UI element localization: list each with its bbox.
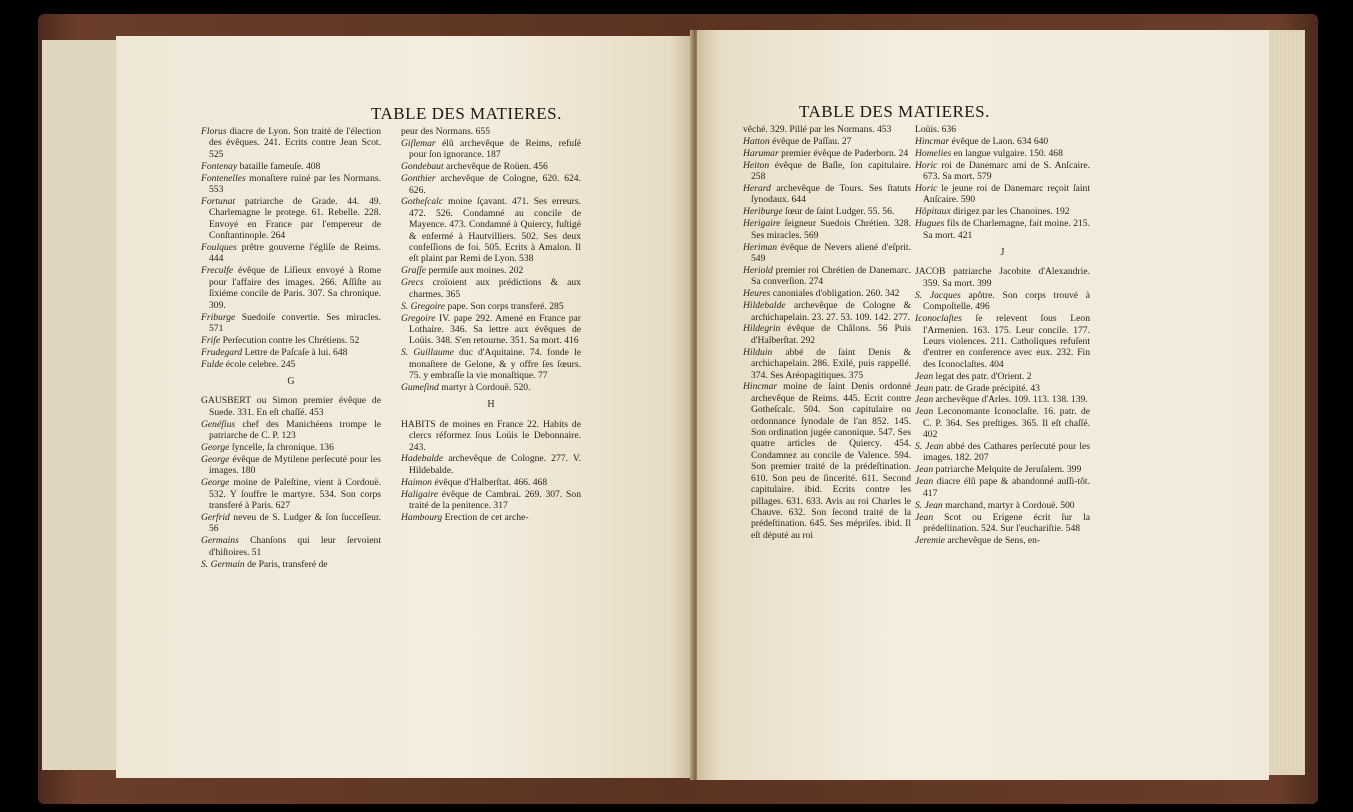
index-entry [201,126,381,160]
index-term: Hugues [915,218,945,230]
index-term: Fontenelles [201,172,246,184]
index-term: S. Guillaume [401,347,454,359]
index-entry [401,161,581,172]
index-text: diacre de Lyon. Son traité de l'élection des évêques. 241. Ecrits contre Jean Scot. 525 [209,126,382,160]
index-text: fils de Charlemagne, fait moine. 215. Sa mort. 421 [923,218,1090,241]
index-entry [743,300,911,323]
index-term: S. Germain [201,558,245,570]
index-term: Genéſius [201,418,236,430]
left-column-1 [201,126,381,571]
index-term: Gumeſind [401,381,439,393]
index-entry [915,313,1090,370]
left-page-header: TABLE DES MATIERES. [371,104,562,123]
index-term: Iconoclaſtes [915,313,962,325]
index-term: Jean [915,370,934,382]
index-entry [401,382,581,393]
index-entry [401,489,581,512]
right-page [697,30,1269,780]
right-page-header: TABLE DES MATIERES. [799,102,990,121]
section-letter-j: J [1000,247,1005,259]
index-entry [915,160,1090,183]
index-text: roi de Danemarc ami de S. Anſcaire. 673. Sa mort. 579 [923,159,1090,183]
index-entry [743,242,911,265]
index-entry [201,477,381,511]
index-term: George [201,453,230,465]
index-entry [201,559,381,570]
left-page-edges [42,40,122,770]
right-column-1 [743,124,911,542]
index-entry [915,290,1090,313]
index-term: S. Jean [915,441,944,453]
index-entry [915,124,1090,135]
index-term: Gonthier [401,173,436,185]
index-term: Fortunat [201,195,236,207]
index-entry [915,535,1090,546]
index-text: évêque de Laon. 634 640 [951,135,1049,147]
index-text: patriarche de Grade. 44. 49. Charlemagne le protege. 61. Rebelle. 228. Envoyé en France par l'empereur de Conſtantinople. 264 [209,195,381,242]
index-entry [201,359,381,370]
index-term: Giſlemar [401,137,436,149]
index-entry [915,136,1090,147]
index-text: premier évêque de Paderborn. 24 [781,147,909,159]
index-term: Hôpitaux [915,206,951,218]
index-text: de Paris, transferé de [247,558,328,570]
index-text: évêque de Mytilene perſecuté pour les images. 180 [209,453,381,477]
index-entry [915,266,1090,289]
index-text: moine de Paleſtine, vient à Cordouë. 532. Y ſouffre le martyre. 534. Son corps transferé à Paris. 627 [209,477,381,512]
index-text: ſœur de ſaint Ludger. 55. 56. [785,206,895,218]
index-entry [201,335,381,346]
index-entry [743,381,911,541]
index-entry [915,394,1090,405]
index-text: GAUSBERT ou Simon premier évêque de Suede. 331. En eſt chaſſé. 453 [201,395,381,418]
index-term: Friſe [201,334,221,346]
index-term: Freculfe [201,265,234,277]
index-text: JACOB patriarche Jacobite d'Alexandrie. 359. Sa mort. 399 [915,266,1090,289]
index-entry [743,160,911,183]
index-entry [743,323,911,346]
section-letter-g: G [287,376,295,388]
index-entry [743,347,911,381]
index-term: Florus [201,126,227,137]
index-term: S. Jacques [915,289,961,301]
index-text: archevêque de Cologne & archichapelain. 23. 27. 53. 109. 142. 277. [751,300,911,323]
index-text: ſyncelle, ſa chronique. 136 [231,442,334,454]
index-entry [915,500,1090,511]
index-term: Frudegard [201,346,243,358]
index-text: canoniales d'obligation. 260. 342 [772,288,900,300]
index-term: Grecs [401,277,424,289]
index-text: élû archevêque de Reims, refuſé pour ſon ignorance. 187 [409,137,581,161]
index-text: ſe relevent ſous Leon l'Armenien. 163. 175. Leur concile. 177. Leurs violences. 211. Catholiques refuſent d'entrer en conference avec eux. 232. Fin des Iconoclaſtes. 404 [923,313,1091,370]
index-entry [401,173,581,196]
index-text: abbé des Cathares perſecuté pour les images. 182. 207 [923,441,1090,464]
index-term: Heriold [743,264,773,276]
right-column-2 [915,124,1090,547]
index-term: Gondebaut [401,161,444,173]
index-term: Jeremie [915,534,946,546]
index-term: Jean [915,476,934,488]
index-entry [743,124,911,135]
index-term: Jean [915,394,934,406]
index-term: Graſſe [401,265,427,277]
index-entry [915,441,1090,464]
index-entry [201,161,381,172]
index-term: Herard [743,183,771,195]
index-text: neveu de S. Ludger & ſon ſucceſſeur. 56 [209,512,382,535]
index-term: George [201,477,230,489]
index-entry [401,301,581,312]
index-text: peur des Normans. 655 [401,126,490,137]
index-text: monaſtere ruiné par les Normans. 553 [209,172,381,196]
index-entry [915,464,1090,475]
index-entry [401,277,581,300]
section-letter-h: H [487,399,495,411]
index-text: premier roi Chrétien de Danemarc. Sa converſion. 274 [751,264,911,288]
index-text: Perſecution contre les Chrétiens. 52 [222,334,360,346]
index-text: duc d'Aquitaine. 74. fonde le monaſtere de Gelone, & y offre ſes ſœurs. 75. y embraſſe la vie monaſtique. 77 [409,347,581,382]
index-text: Erection de cet arche- [444,512,529,523]
index-term: Homelies [915,147,952,159]
index-text: Scot ou Erigene écrit ſur la prédeſtination. 524. Sur l'euchariſtie. 548 [923,511,1090,534]
index-entry [201,265,381,311]
index-entry [401,512,581,523]
index-term: Hilduin [743,346,773,358]
index-text: marchand, martyr à Cordouë. 500 [945,499,1075,511]
index-text: bataille fameuſe. 408 [239,160,321,172]
index-text: legat des patr. d'Orient. 2 [935,370,1032,382]
index-term: Fontenay [201,160,238,172]
index-text: chef des Manichéens trompe le patriarche de C. P. 123 [209,418,381,442]
index-text: évêque de Cambrai. 269. 307. Son traité de la penitence. 317 [409,488,581,512]
index-text: croïoient aux prédictions & aux charmes. 365 [409,277,581,300]
index-entry [201,196,381,242]
index-entry [401,196,581,264]
index-text: vêché. 329. Pillé par les Normans. 453 [743,124,892,135]
index-entry [201,535,381,558]
index-term: Hincmar [915,135,950,147]
index-term: Horic [915,183,938,195]
index-text: archevêque de Cologne. 277. V. Hildebalde. [409,453,581,476]
index-entry [401,477,581,488]
index-text: archevêque de Sens, en- [947,534,1041,546]
index-entry [743,218,911,241]
index-term: Gerfrid [201,512,230,523]
index-term: Gregoire [401,312,436,324]
index-text: Chanſons qui leur ſervoient d'hiſtoires. 51 [209,535,381,558]
index-entry [915,512,1090,535]
index-term: Heriman [743,241,778,253]
index-term: Haligaire [401,488,438,500]
index-entry [401,138,581,161]
index-text: école celebre. 245 [225,358,296,370]
index-text: apôtre. Son corps trouvé à Compoſtelle. 496 [923,289,1090,313]
index-term: S. Gregoire [401,300,446,312]
index-term: Haimon [401,476,432,488]
index-text: patr. de Grade précipité. 43 [935,382,1040,394]
index-entry [743,288,911,299]
index-text: évêque de Nevers aliené d'eſprit. 549 [751,241,911,264]
index-text: IV. pape 292. Amené en France par Lothaire. 346. Sa lettre aux évêques de Loüis. 348. S'en retourne. 351. Sa mort. 416 [409,312,582,347]
index-text: archevêque de Tours. Ses ſtatuts ſynodaux. 644 [751,183,911,206]
index-term: Friburge [201,311,236,323]
index-entry [401,453,581,476]
index-entry [743,206,911,217]
right-page-edges [1265,30,1305,775]
index-text: en langue vulgaire. 150. 468 [953,147,1063,159]
index-entry [915,183,1090,206]
index-term: Jean [915,511,934,523]
index-entry [743,265,911,288]
index-entry [915,406,1090,440]
index-text: HABITS de moines en France 22. Habits de clercs réformez ſous Loüis le Debonnaire. 243. [401,418,581,453]
index-text: permiſe aux moines. 202 [428,265,524,277]
index-text: abbé de ſaint Denis & archichapelain. 286. Exilé, puis rappellé. 374. Ses Aréopagitiques. 375 [751,346,911,381]
index-term: Hadebalde [401,453,444,465]
index-term: Fulde [201,358,224,370]
index-text: archevêque d'Arles. 109. 113. 138. 139. [935,394,1088,406]
index-term: Germains [201,535,239,547]
index-text: prêtre gouverne l'égliſe de Reims. 444 [209,242,381,265]
index-entry [201,312,381,335]
index-text: Suedoiſe convertie. Ses miracles. 571 [209,311,381,334]
index-term: Jean [915,464,934,476]
index-entry [915,476,1090,499]
index-text: le jeune roi de Danemarc reçoit ſaint Anſcaire. 590 [923,183,1090,206]
index-entry [201,395,381,418]
index-entry [401,419,581,453]
index-text: Lettre de Paſcaſe à lui. 648 [244,346,348,358]
index-entry [401,126,581,137]
left-column-2 [401,126,581,524]
index-entry [201,242,381,265]
index-term: Hildegrin [743,323,781,335]
index-entry [915,218,1090,241]
index-entry [915,148,1090,159]
index-entry [401,347,581,381]
index-text: archevêque de Roüen. 456 [446,161,548,173]
index-entry [915,206,1090,217]
index-term: Hatton [743,135,770,147]
index-term: Heriburge [743,206,783,218]
index-term: Hincmar [743,381,778,393]
index-term: Jean [915,382,934,394]
index-entry [915,383,1090,394]
index-term: Gotheſcalc [401,196,444,208]
index-term: S. Jean [915,499,943,511]
index-entry [401,313,581,347]
left-page [116,36,693,778]
index-text: pape. Son corps transferé. 285 [447,300,564,312]
index-entry [401,265,581,276]
index-text: évêque d'Halberſtat. 466. 468 [434,476,548,488]
index-text: Leconomante Iconoclaſte. 16. patr. de C. P. 364. Ses preſtiges. 365. Il eſt chaſſé. 402 [923,406,1090,441]
index-entry [201,454,381,477]
index-term: Harumar [743,147,779,159]
index-term: George [201,442,230,454]
index-text: évêque de Liſieux envoyé à Rome pour l'affaire des images. 266. Aſſiſte au ſixiéme concile de Paris. 307. Sa chronique. 309. [209,265,381,311]
index-entry [201,512,381,535]
index-text: Loüis. 636 [915,124,957,135]
index-text: évêque de Baſle, ſon capitulaire. 258 [751,159,911,183]
index-term: Foulques [201,242,237,254]
index-term: Hambourg [401,512,443,523]
index-term: Heures [743,288,771,300]
index-text: ſeigneur Suedois Chrétien. 328. Ses miracles. 569 [751,218,911,241]
index-term: Hildebalde [743,300,786,312]
index-text: diacre élû pape & abandonné auſſi-tôt. 417 [923,476,1090,499]
index-text: moine de ſaint Denis ordonné archevêque de Reims. 445. Ecrit contre Gotheſcalc. 504. Son capitulaire ou ordonnance ſynodale de l'an 852. 145. Son ordination jugée canonique. 547. Ses quatre articles de Quiercy. 454. Condamnez au concile de Valence. 594. Son premier traité de la prédeſtination. 610. Son peu de ſincerité. 611. Second capitulaire. ibid. Ecrits contre les pillages. 631. 633. Avis au roi Charles le Chauve. 632. Son ſecond traité de la prédeſtination. 645. Ses mépriſes. ibid. Il eſt député au roi [751,381,911,541]
index-entry [201,442,381,453]
index-entry [201,347,381,358]
index-entry [743,136,911,147]
index-text: évêque de Châlons. 56 Puis d'Halberſtat. 292 [751,323,911,346]
index-term: Herigaire [743,218,781,230]
index-term: Heiton [743,159,770,171]
index-text: patriarche Melquite de Jeruſalem. 399 [935,464,1082,476]
index-text: dirigez par les Chanoines. 192 [953,206,1070,218]
index-text: moine ſçavant. 471. Ses erreurs. 472. 526. Condamné au concile de Mayence. 473. Condamné à Quiercy, fuſtigé & enfermé à Hautvilliers. 502. Ses deux confeſſions de foi. 505. Ecrits à Amalon. Il eſt plaint par Remi de Lyon. 538 [409,196,581,265]
index-entry [201,173,381,196]
index-entry [201,419,381,442]
index-entry [743,183,911,206]
index-text: archevêque de Cologne, 620. 624. 626. [409,173,581,196]
index-entry [743,148,911,159]
index-text: martyr à Cordouë. 520. [441,381,531,393]
index-term: Jean [915,406,934,418]
index-term: Horic [915,159,938,171]
index-text: évêque de Paſſau. 27 [772,135,852,147]
index-entry [915,371,1090,382]
